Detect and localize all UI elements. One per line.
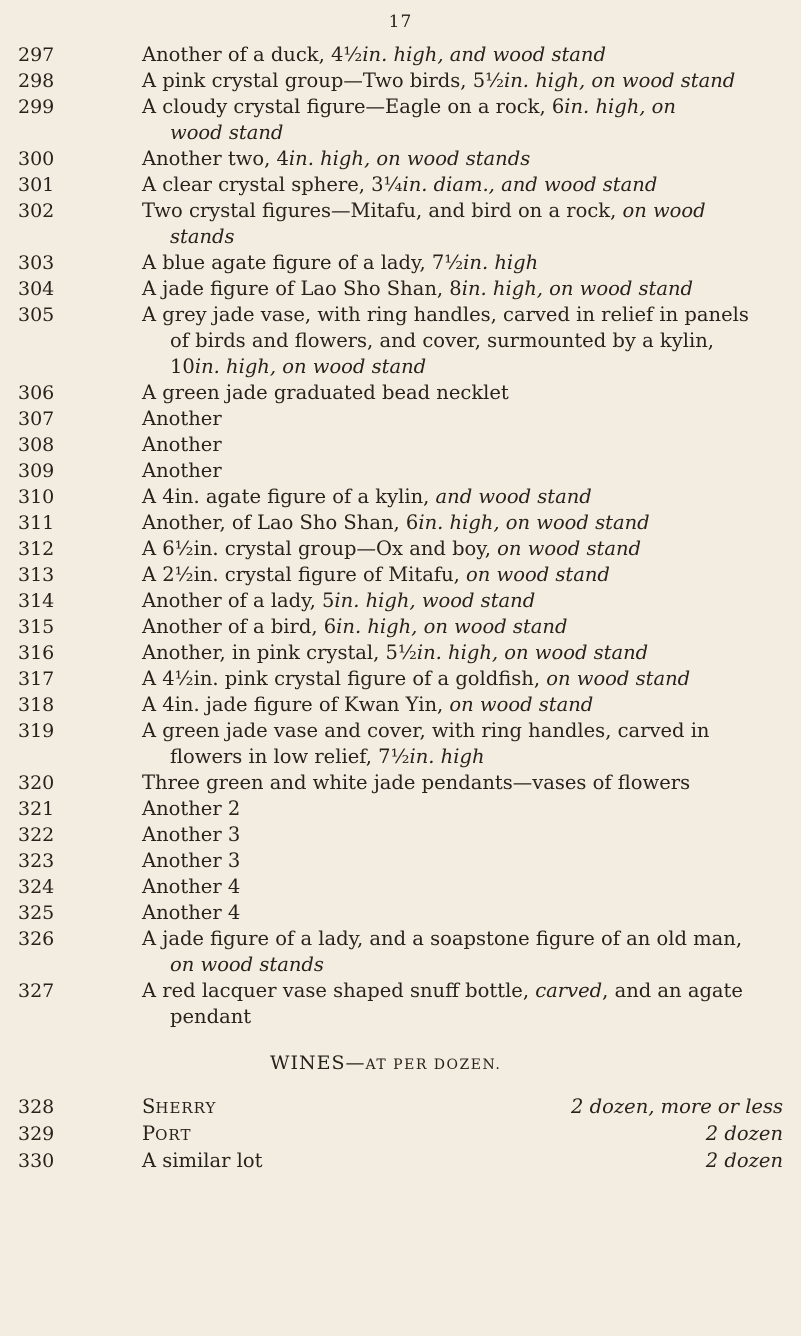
lot-description-line: A grey jade vase, with ring handles, carved in relief in panels <box>142 303 749 326</box>
lot-number: 309 <box>18 460 55 482</box>
lot-description-line: Another, in pink crystal, 5½in. high, on wood stand <box>142 641 649 664</box>
lot-entry <box>0 796 801 822</box>
lot-entry <box>0 536 801 562</box>
lot-entry <box>0 848 801 874</box>
lot-description <box>142 770 782 796</box>
lot-description <box>142 640 782 666</box>
lot-description <box>142 822 782 848</box>
lot-description <box>142 510 782 536</box>
lot-entry <box>0 770 801 796</box>
lot-description-line: A 4½in. pink crystal figure of a goldfish, on wood stand <box>142 667 691 690</box>
lot-description <box>142 146 782 172</box>
wine-name: PORT <box>142 1122 192 1145</box>
lot-description <box>142 172 782 198</box>
lot-description-line: Another, of Lao Sho Shan, 6in. high, on wood stand <box>142 511 650 534</box>
wines-container <box>0 1094 801 1175</box>
lot-description <box>142 94 782 146</box>
lot-description-line: A pink crystal group—Two birds, 5½in. high, on wood stand <box>142 69 736 92</box>
lot-number: 314 <box>18 590 55 612</box>
lot-entry <box>0 406 801 432</box>
lot-entry <box>0 432 801 458</box>
lot-entry <box>0 640 801 666</box>
lot-description <box>142 458 782 484</box>
lot-description-line: Another two, 4in. high, on wood stands <box>142 147 531 170</box>
lot-number: 321 <box>18 798 55 820</box>
lot-entry <box>0 172 801 198</box>
lot-number: 312 <box>18 538 55 560</box>
lot-description-line: flowers in low relief, 7½in. high <box>170 745 485 768</box>
lot-number: 327 <box>18 980 55 1002</box>
lot-entry <box>0 42 801 68</box>
lot-description <box>142 250 782 276</box>
lot-entry <box>0 380 801 406</box>
lot-description-line: Another 2 <box>142 797 241 820</box>
lot-number: 322 <box>18 824 55 846</box>
lot-entry <box>0 718 801 770</box>
lot-number: 311 <box>18 512 55 534</box>
lot-description <box>142 432 782 458</box>
lot-entry <box>0 198 801 250</box>
lot-description <box>142 302 782 380</box>
lot-entry <box>0 276 801 302</box>
lot-description <box>142 406 782 432</box>
lot-description <box>142 926 782 978</box>
lot-description-line: Another 3 <box>142 823 241 846</box>
lot-description <box>142 380 782 406</box>
wine-quantity: 2 dozen, more or less <box>571 1095 783 1118</box>
lot-number: 324 <box>18 876 55 898</box>
lot-description-line: A 2½in. crystal figure of Mitafu, on wood stand <box>142 563 610 586</box>
lot-entry <box>0 484 801 510</box>
lot-description-line: A 4in. jade figure of Kwan Yin, on wood stand <box>142 693 594 716</box>
lot-entry <box>0 562 801 588</box>
lot-number: 320 <box>18 772 55 794</box>
lot-entry <box>0 900 801 926</box>
lot-description <box>142 900 782 926</box>
lot-description-line: A red lacquer vase shaped snuff bottle, carved, and an agate <box>142 979 743 1002</box>
lot-description-line: wood stand <box>170 121 284 144</box>
lot-number: 329 <box>18 1123 55 1145</box>
lot-number: 315 <box>18 616 55 638</box>
lot-number: 323 <box>18 850 55 872</box>
lot-entry <box>0 692 801 718</box>
lot-entry <box>0 94 801 146</box>
lot-number: 307 <box>18 408 55 430</box>
lot-description <box>142 276 782 302</box>
lot-number: 310 <box>18 486 55 508</box>
lot-description-line: A cloudy crystal figure—Eagle on a rock, 6in. high, on <box>142 95 676 118</box>
lot-number: 301 <box>18 174 55 196</box>
lot-description-line: Two crystal figures—Mitafu, and bird on a rock, on wood <box>142 199 706 222</box>
lot-description <box>142 692 782 718</box>
lot-description-line: 10in. high, on wood stand <box>170 355 427 378</box>
lot-description <box>142 718 782 770</box>
lot-number: 316 <box>18 642 55 664</box>
page-number: 17 <box>388 12 413 32</box>
lot-description-line: Another 3 <box>142 849 241 872</box>
lot-number: 300 <box>18 148 55 170</box>
lot-description <box>142 562 782 588</box>
lot-number: 328 <box>18 1096 55 1118</box>
section-heading-sub: AT PER DOZEN. <box>365 1057 502 1073</box>
lot-description-line: A clear crystal sphere, 3¼in. diam., and wood stand <box>142 173 658 196</box>
lot-description-line: stands <box>170 225 235 248</box>
wine-lot-entry <box>0 1094 801 1121</box>
lot-description-line: Another 4 <box>142 901 241 924</box>
wine-quantity: 2 dozen <box>705 1122 783 1145</box>
lot-description <box>142 666 782 692</box>
lot-description-line: Another <box>142 407 222 430</box>
lot-number: 318 <box>18 694 55 716</box>
lot-number: 297 <box>18 44 55 66</box>
lot-description-line: of birds and flowers, and cover, surmounted by a kylin, <box>170 329 714 352</box>
lot-number: 319 <box>18 720 55 742</box>
lot-description-line: Another of a duck, 4½in. high, and wood stand <box>142 43 606 66</box>
lot-description-line: pendant <box>170 1005 252 1028</box>
wine-quantity: 2 dozen <box>705 1149 783 1172</box>
lot-description-line: A green jade graduated bead necklet <box>142 381 509 404</box>
lot-number: 302 <box>18 200 55 222</box>
lot-description-line: A green jade vase and cover, with ring handles, carved in <box>142 719 710 742</box>
lot-description-line: Another of a bird, 6in. high, on wood stand <box>142 615 568 638</box>
lot-description <box>142 614 782 640</box>
lot-entry <box>0 614 801 640</box>
lot-number: 326 <box>18 928 55 950</box>
lot-description <box>142 42 782 68</box>
wine-lot-entry <box>0 1148 801 1175</box>
lot-entry <box>0 874 801 900</box>
lot-number: 304 <box>18 278 55 300</box>
lot-number: 330 <box>18 1150 55 1172</box>
lot-description-line: Another of a lady, 5in. high, wood stand <box>142 589 536 612</box>
lot-description-line: Another 4 <box>142 875 241 898</box>
lot-number: 308 <box>18 434 55 456</box>
lots-container <box>0 42 801 1030</box>
lot-description <box>142 484 782 510</box>
lot-description <box>142 588 782 614</box>
lot-number: 317 <box>18 668 55 690</box>
lot-number: 313 <box>18 564 55 586</box>
lot-description <box>142 68 782 94</box>
wine-name: A similar lot <box>142 1149 263 1172</box>
lot-number: 298 <box>18 70 55 92</box>
lot-entry <box>0 146 801 172</box>
lot-description <box>142 198 782 250</box>
lot-description <box>142 874 782 900</box>
lot-description <box>142 536 782 562</box>
lot-number: 325 <box>18 902 55 924</box>
lot-description-line: A jade figure of a lady, and a soapstone figure of an old man, <box>142 927 743 950</box>
lot-description <box>142 978 782 1030</box>
lot-entry <box>0 978 801 1030</box>
lot-entry <box>0 588 801 614</box>
lot-entry <box>0 302 801 380</box>
lot-description <box>142 848 782 874</box>
wine-lot-entry <box>0 1121 801 1148</box>
lot-entry <box>0 926 801 978</box>
lot-description-line: Three green and white jade pendants—vases of flowers <box>142 771 691 794</box>
lot-number: 305 <box>18 304 55 326</box>
section-heading-main: WINES— <box>270 1052 366 1074</box>
lot-number: 306 <box>18 382 55 404</box>
lot-number: 299 <box>18 96 55 118</box>
lot-description-line: Another <box>142 459 222 482</box>
lot-description-line: A 6½in. crystal group—Ox and boy, on wood stand <box>142 537 641 560</box>
lot-entry <box>0 68 801 94</box>
lot-entry <box>0 250 801 276</box>
lot-entry <box>0 666 801 692</box>
lot-description <box>142 796 782 822</box>
catalogue-lot-list <box>0 42 801 1175</box>
lot-description-line: Another <box>142 433 222 456</box>
lot-description-line: A jade figure of Lao Sho Shan, 8in. high, on wood stand <box>142 277 694 300</box>
wine-name: SHERRY <box>142 1095 217 1118</box>
lot-entry <box>0 510 801 536</box>
lot-entry <box>0 458 801 484</box>
lot-description-line: A blue agate figure of a lady, 7½in. high <box>142 251 539 274</box>
lot-description-line: on wood stands <box>170 953 324 976</box>
section-heading <box>0 1052 801 1074</box>
lot-description-line: A 4in. agate figure of a kylin, and wood stand <box>142 485 592 508</box>
lot-number: 303 <box>18 252 55 274</box>
lot-entry <box>0 822 801 848</box>
